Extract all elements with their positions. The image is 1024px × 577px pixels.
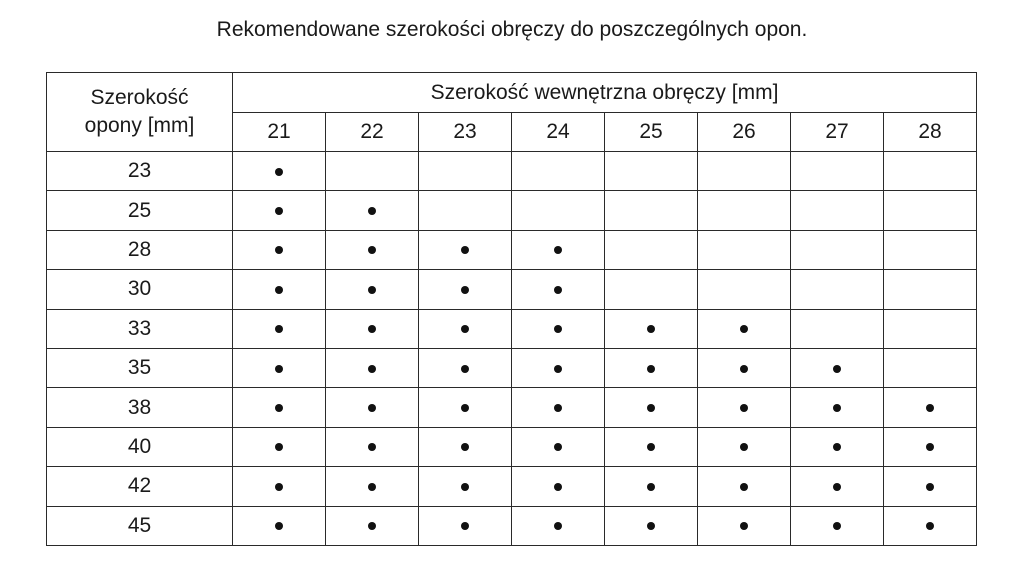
compatible-dot-icon	[275, 365, 283, 373]
compatible-dot-icon	[647, 483, 655, 491]
compatibility-cell	[512, 152, 605, 191]
compatible-dot-icon	[554, 246, 562, 254]
compatible-dot-icon	[554, 522, 562, 530]
compatibility-cell	[233, 191, 326, 230]
table-row	[47, 230, 977, 269]
compatibility-cell	[326, 309, 419, 348]
compatible-dot-icon	[740, 404, 748, 412]
compatibility-cell	[698, 388, 791, 427]
compatibility-cell	[512, 270, 605, 309]
compatible-dot-icon	[461, 325, 469, 333]
compatible-dot-icon	[926, 404, 934, 412]
compatibility-cell	[884, 191, 977, 230]
rim-width-header-cell: 23	[419, 113, 512, 152]
compatibility-cell	[605, 506, 698, 545]
table-row	[47, 348, 977, 387]
compatibility-cell	[233, 152, 326, 191]
compatibility-cell	[233, 348, 326, 387]
table-row	[47, 427, 977, 466]
compatibility-cell	[698, 506, 791, 545]
compatible-dot-icon	[461, 483, 469, 491]
tire-width-header-line1: Szerokość	[90, 86, 189, 109]
rim-width-header-cell: 24	[512, 113, 605, 152]
compatible-dot-icon	[368, 365, 376, 373]
compatibility-cell	[791, 309, 884, 348]
table-row	[47, 191, 977, 230]
compatibility-cell	[605, 270, 698, 309]
tire-width-cell: 40	[47, 427, 233, 466]
compatibility-cell	[419, 427, 512, 466]
compatibility-cell	[791, 506, 884, 545]
compatible-dot-icon	[926, 483, 934, 491]
compatibility-cell	[419, 152, 512, 191]
compatibility-cell	[605, 191, 698, 230]
compatibility-cell	[326, 388, 419, 427]
compatible-dot-icon	[461, 522, 469, 530]
compatibility-cell	[884, 348, 977, 387]
compatible-dot-icon	[740, 365, 748, 373]
compatibility-cell	[326, 506, 419, 545]
table-row	[47, 506, 977, 545]
compatibility-cell	[605, 388, 698, 427]
tire-width-cell: 35	[47, 348, 233, 387]
compatibility-cell	[512, 309, 605, 348]
compatible-dot-icon	[461, 246, 469, 254]
rim-width-header-cell: 22	[326, 113, 419, 152]
compatible-dot-icon	[275, 522, 283, 530]
compatibility-cell	[698, 270, 791, 309]
rim-width-table	[46, 72, 977, 546]
compatibility-cell	[605, 230, 698, 269]
compatible-dot-icon	[275, 325, 283, 333]
compatibility-cell	[698, 467, 791, 506]
compatibility-cell	[698, 309, 791, 348]
compatible-dot-icon	[554, 365, 562, 373]
table-row	[47, 388, 977, 427]
tire-width-cell: 42	[47, 467, 233, 506]
rim-width-header-cell: 28	[884, 113, 977, 152]
compatibility-cell	[419, 467, 512, 506]
compatible-dot-icon	[275, 404, 283, 412]
compatibility-cell	[698, 191, 791, 230]
compatible-dot-icon	[554, 404, 562, 412]
compatibility-cell	[698, 230, 791, 269]
rim-width-header-cell: 21	[233, 113, 326, 152]
tire-width-cell: 25	[47, 191, 233, 230]
compatibility-cell	[326, 348, 419, 387]
compatibility-cell	[698, 152, 791, 191]
compatible-dot-icon	[368, 443, 376, 451]
compatible-dot-icon	[647, 325, 655, 333]
compatibility-cell	[326, 191, 419, 230]
compatible-dot-icon	[833, 404, 841, 412]
compatibility-cell	[791, 270, 884, 309]
compatible-dot-icon	[275, 168, 283, 176]
compatibility-cell	[419, 230, 512, 269]
compatibility-cell	[884, 152, 977, 191]
compatibility-cell	[698, 348, 791, 387]
compatibility-cell	[419, 309, 512, 348]
compatible-dot-icon	[926, 522, 934, 530]
compatible-dot-icon	[833, 483, 841, 491]
header-row	[47, 73, 977, 113]
compatible-dot-icon	[368, 286, 376, 294]
table-body	[47, 152, 977, 546]
compatibility-cell	[326, 230, 419, 269]
compatibility-cell	[233, 427, 326, 466]
compatible-dot-icon	[554, 325, 562, 333]
compatibility-cell	[326, 270, 419, 309]
tire-width-cell: 30	[47, 270, 233, 309]
compatibility-cell	[419, 191, 512, 230]
compatible-dot-icon	[275, 483, 283, 491]
compatible-dot-icon	[368, 522, 376, 530]
table-row	[47, 309, 977, 348]
rim-width-group-header: Szerokość wewnętrzna obręczy [mm]	[233, 73, 977, 113]
compatibility-cell	[605, 467, 698, 506]
compatibility-cell	[605, 152, 698, 191]
compatible-dot-icon	[740, 483, 748, 491]
compatible-dot-icon	[275, 443, 283, 451]
compatibility-cell	[698, 427, 791, 466]
table-row	[47, 152, 977, 191]
compatible-dot-icon	[647, 404, 655, 412]
compatible-dot-icon	[368, 246, 376, 254]
compatibility-cell	[419, 388, 512, 427]
compatible-dot-icon	[368, 207, 376, 215]
compatibility-cell	[791, 230, 884, 269]
tire-width-cell: 33	[47, 309, 233, 348]
compatible-dot-icon	[647, 365, 655, 373]
compatibility-cell	[233, 506, 326, 545]
table-row	[47, 467, 977, 506]
compatible-dot-icon	[461, 365, 469, 373]
compatible-dot-icon	[833, 365, 841, 373]
compatible-dot-icon	[275, 286, 283, 294]
compatible-dot-icon	[740, 443, 748, 451]
compatibility-cell	[884, 309, 977, 348]
compatibility-cell	[419, 506, 512, 545]
compatibility-cell	[233, 467, 326, 506]
compatibility-cell	[605, 348, 698, 387]
compatibility-cell	[791, 467, 884, 506]
compatible-dot-icon	[554, 443, 562, 451]
compatible-dot-icon	[926, 443, 934, 451]
compatible-dot-icon	[833, 443, 841, 451]
compatibility-cell	[326, 467, 419, 506]
tire-width-cell: 28	[47, 230, 233, 269]
compatibility-cell	[419, 348, 512, 387]
compatible-dot-icon	[461, 404, 469, 412]
compatibility-cell	[512, 230, 605, 269]
compatibility-cell	[512, 506, 605, 545]
rim-width-header-cell: 25	[605, 113, 698, 152]
compatible-dot-icon	[833, 522, 841, 530]
tire-width-header	[47, 73, 233, 152]
tire-width-cell: 23	[47, 152, 233, 191]
compatibility-cell	[884, 270, 977, 309]
compatibility-cell	[884, 427, 977, 466]
compatibility-cell	[512, 467, 605, 506]
rim-width-header-cell: 26	[698, 113, 791, 152]
compatibility-cell	[605, 427, 698, 466]
compatibility-cell	[605, 309, 698, 348]
compatible-dot-icon	[647, 443, 655, 451]
compatible-dot-icon	[368, 325, 376, 333]
compatibility-cell	[512, 348, 605, 387]
compatible-dot-icon	[740, 325, 748, 333]
compatibility-cell	[884, 230, 977, 269]
compatibility-cell	[326, 427, 419, 466]
compatibility-cell	[791, 388, 884, 427]
compatibility-cell	[512, 427, 605, 466]
compatible-dot-icon	[554, 286, 562, 294]
compatibility-cell	[233, 230, 326, 269]
compatibility-cell	[791, 348, 884, 387]
page-title: Rekomendowane szerokości obręczy do poszczególnych opon.	[216, 18, 808, 41]
compatibility-cell	[512, 388, 605, 427]
compatible-dot-icon	[461, 286, 469, 294]
compatibility-cell	[884, 467, 977, 506]
compatible-dot-icon	[275, 207, 283, 215]
tire-width-cell: 45	[47, 506, 233, 545]
compatible-dot-icon	[368, 483, 376, 491]
tire-width-cell: 38	[47, 388, 233, 427]
compatibility-cell	[233, 270, 326, 309]
compatibility-cell	[791, 427, 884, 466]
compatible-dot-icon	[554, 483, 562, 491]
compatibility-cell	[512, 191, 605, 230]
compatibility-cell	[884, 506, 977, 545]
compatibility-cell	[419, 270, 512, 309]
table-row	[47, 270, 977, 309]
compatibility-cell	[233, 309, 326, 348]
compatible-dot-icon	[740, 522, 748, 530]
compatible-dot-icon	[647, 522, 655, 530]
compatibility-cell	[233, 388, 326, 427]
compatibility-cell	[791, 191, 884, 230]
compatible-dot-icon	[461, 443, 469, 451]
compatible-dot-icon	[275, 246, 283, 254]
compatibility-cell	[884, 388, 977, 427]
compatibility-cell	[791, 152, 884, 191]
tire-width-header-line2: opony [mm]	[84, 114, 195, 137]
compatibility-cell	[326, 152, 419, 191]
rim-width-header-cell: 27	[791, 113, 884, 152]
compatible-dot-icon	[368, 404, 376, 412]
